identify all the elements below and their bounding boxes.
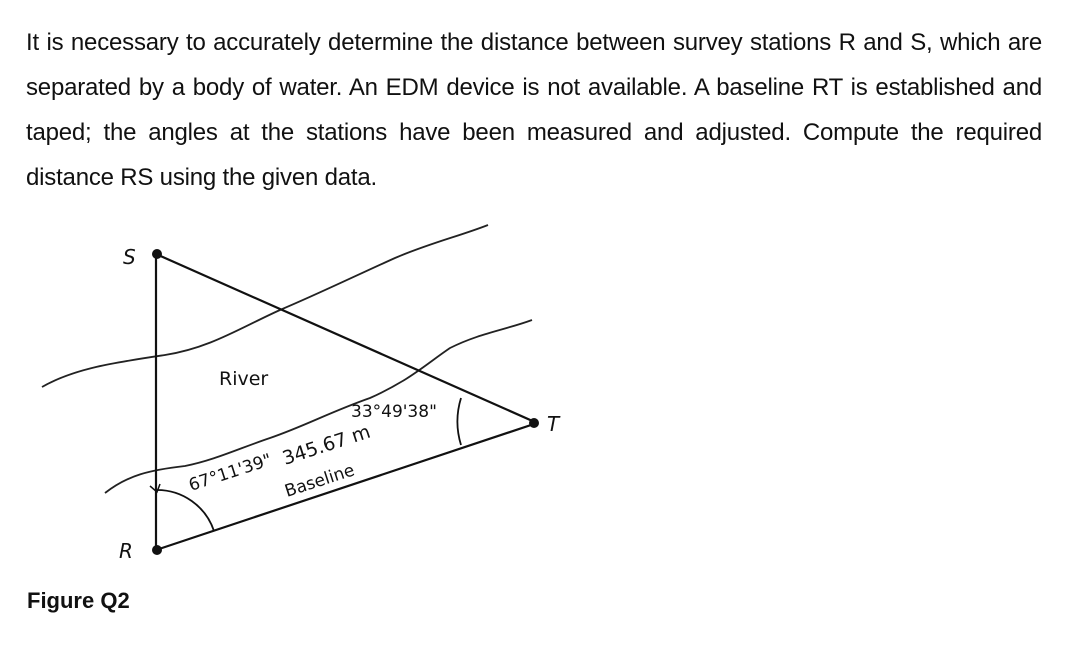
station-s-point [152, 249, 162, 259]
angle-arc-r [156, 490, 214, 531]
angle-arc-t [457, 398, 461, 445]
problem-statement: It is necessary to accurately determine the distance between survey stations R and S, which are separated by a body of water. An EDM device is not available. A baseline RT is established and taped; the angles at the stations have been measured and adjusted. Compute the required distance RS using the given data. [26, 29, 1042, 191]
station-s-label: S [123, 245, 136, 269]
station-t-label: T [547, 412, 560, 436]
river-bank-lower [105, 320, 532, 493]
station-r-point [152, 545, 162, 555]
river-label: River [219, 368, 269, 390]
baseline-label: Baseline [282, 460, 358, 502]
baseline-length-label: 345.67 m [279, 420, 374, 470]
angle-t-label: 33°49'38" [351, 402, 437, 422]
station-r-label: R [119, 539, 133, 563]
river-bank-upper [42, 225, 488, 387]
station-t-point [529, 418, 539, 428]
figure-caption: Figure Q2 [27, 588, 130, 613]
angle-r-label: 67°11'39" [186, 450, 275, 496]
